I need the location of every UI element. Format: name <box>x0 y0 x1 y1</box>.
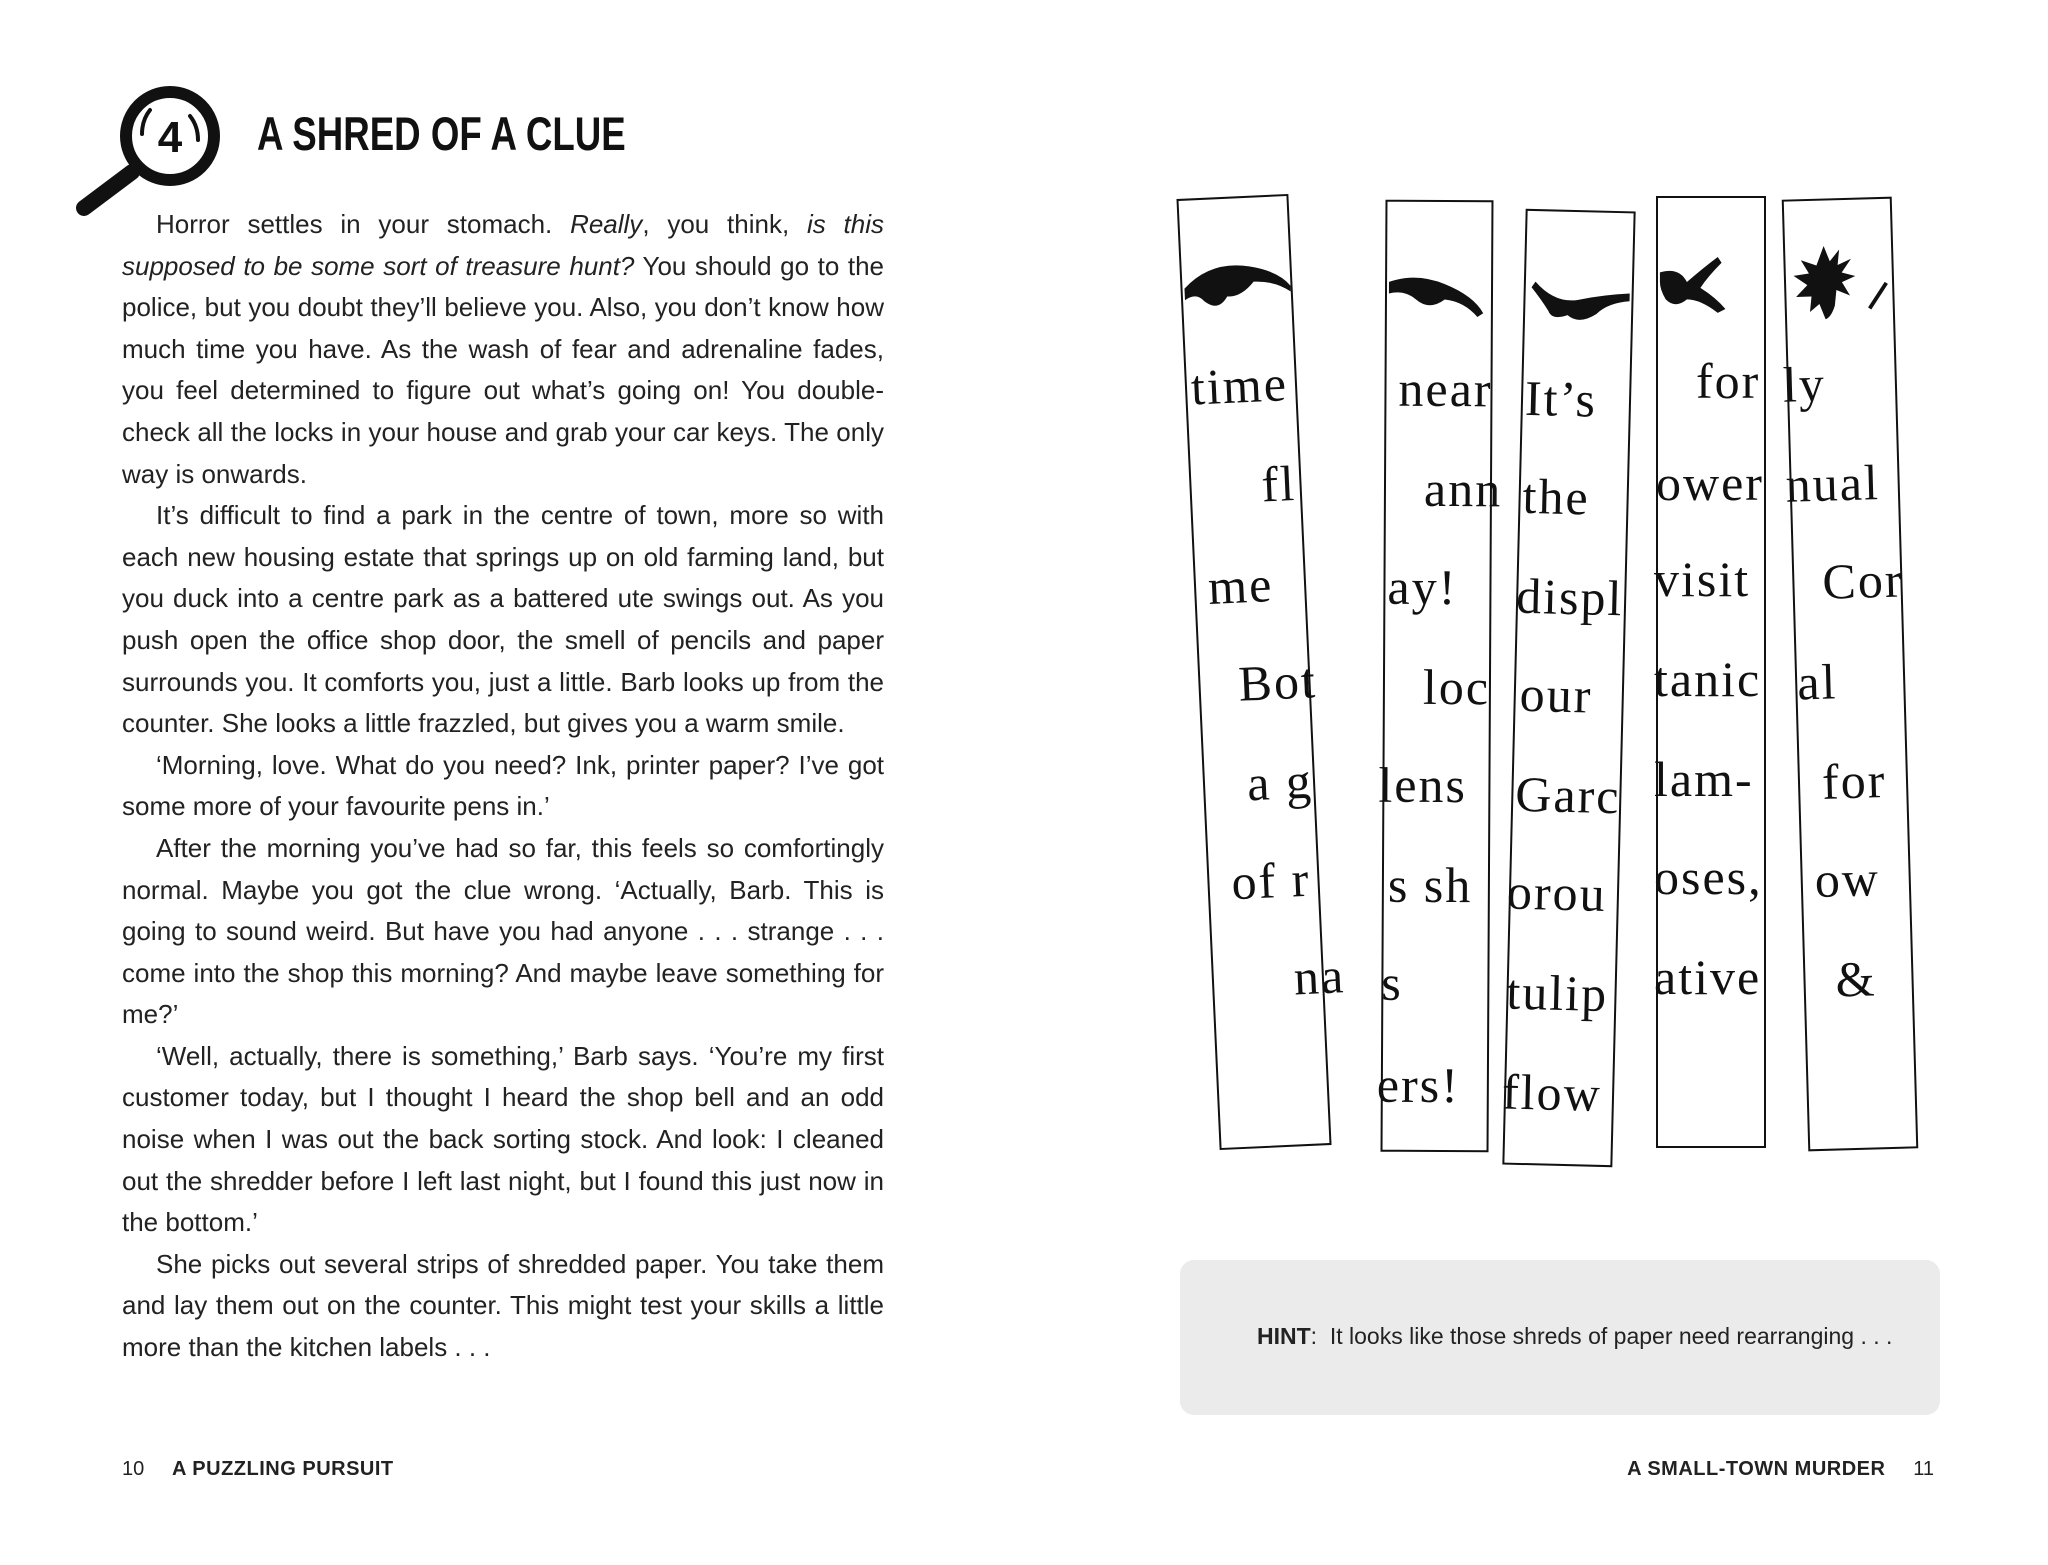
strip-3-line-3: displ <box>1515 567 1625 627</box>
strip-4-line-3: visit <box>1654 551 1751 607</box>
paragraph-2: It’s difficult to find a park in the centre of town, more so with each new housing estate that springs up on old farming land, but you duck into a centre park as a battered ute swings out. As you push open the office shop door, the smell of pencils and paper surrounds you. It comforts you, just a little. Barb looks up from the counter. She looks a little frazzled, but gives you a warm smile. <box>122 500 884 739</box>
strip-2-line-5: lens <box>1378 756 1468 814</box>
strip-2-line-1: near <box>1398 360 1493 418</box>
strip-2-line-8: ers! <box>1376 1056 1460 1114</box>
page-number-left: 10 <box>122 1458 145 1480</box>
chapter-number: 4 <box>157 113 183 162</box>
footer-left <box>122 1458 394 1481</box>
strip-3-line-6: orou <box>1506 863 1608 922</box>
strip-2-line-4: loc <box>1422 658 1491 716</box>
footer-right <box>1627 1458 1934 1481</box>
paper-strip-5 <box>1782 197 1919 1152</box>
ornament-fragment-1 <box>1180 236 1292 331</box>
paper-strip-3 <box>1502 209 1635 1167</box>
strip-5-line-5: for <box>1821 752 1888 810</box>
story-text <box>122 204 884 1369</box>
paper-strip-1 <box>1176 194 1347 1150</box>
strip-1-line-3: me <box>1206 556 1275 615</box>
strip-5-line-2: nual <box>1784 454 1881 513</box>
strip-1-line-4: Bot <box>1237 652 1318 712</box>
strip-1-line-2: fl <box>1260 454 1298 513</box>
strip-4-line-4: tanic <box>1654 651 1762 707</box>
strip-4-line-1: for <box>1696 353 1761 409</box>
strip-3-line-8: flow <box>1501 1063 1603 1122</box>
magnifying-glass-icon <box>70 80 230 220</box>
strip-5-line-1: ly <box>1782 355 1827 413</box>
strip-1-line-5: a g <box>1245 752 1314 812</box>
strip-2-line-7: s <box>1381 954 1404 1011</box>
strip-4-line-7: ative <box>1654 949 1762 1005</box>
strip-4-line-6: oses, <box>1654 849 1763 905</box>
strip-3-line-7: tulip <box>1505 963 1609 1023</box>
strip-3-line-4: our <box>1519 665 1594 724</box>
strip-1-line-1: time <box>1189 355 1290 416</box>
strip-3-line-2: the <box>1521 467 1591 526</box>
strip-1-line-7: na <box>1292 947 1347 1006</box>
strip-3-line-1: It’s <box>1524 369 1598 428</box>
ornament-fragment-3 <box>1524 251 1632 344</box>
strip-5-line-6: ow <box>1813 850 1881 909</box>
strip-4-line-2: ower <box>1656 455 1764 511</box>
strip-5-line-4: al <box>1796 653 1839 711</box>
paragraph-5: ‘Well, actually, there is something,’ Barb says. ‘You’re my first customer today, but I thought I heard the shop bell and an odd noise when I was out the back sorting stock. And look: I cleaned out the shredder before I left last night, but I found this just now in the bottom.’ <box>122 1040 884 1238</box>
strip-2-line-3: ay! <box>1387 558 1458 616</box>
strip-5-line-3: Cor <box>1821 551 1905 610</box>
paragraph-1: Horror settles in your stomach. Really, you think, is this supposed to be some sort of treasure hunt? You should go to the police, but you doubt they’ll believe you. Also, you don’t know how much time you have. As the wash of fear and adrenaline fades, you feel determined to figure out what’s going on! You double-check all the locks in your house and grab your car keys. The only way is onwards. <box>122 209 884 489</box>
chapter-title: A SHRED OF A CLUE <box>257 107 626 160</box>
hint-message: It looks like those shreds of paper need rearranging . . . <box>1329 1323 1893 1349</box>
strip-2-line-6: s sh <box>1387 856 1473 914</box>
paragraph-3: ‘Morning, love. What do you need? Ink, printer paper? I’ve got some more of your favourite pens in.’ <box>122 749 884 822</box>
strip-1-line-6: of r <box>1230 850 1312 911</box>
book-title: A PUZZLING PURSUIT <box>172 1458 394 1480</box>
ornament-fragment-2 <box>1387 242 1491 333</box>
strip-3-line-5: Garc <box>1514 765 1622 825</box>
page-number-right: 11 <box>1913 1458 1934 1480</box>
ornament-fragment-4 <box>1658 238 1764 328</box>
hint-label: HINT <box>1257 1323 1311 1349</box>
paragraph-6: She picks out several strips of shredded paper. You take them and lay them out on the counter. This might test your skills a little more than the kitchen labels . . . <box>122 1248 884 1363</box>
paragraph-4: After the morning you’ve had so far, this feels so comfortingly normal. Maybe you got the clue wrong. ‘Actually, Barb. This is going to sound weird. But have you had anyone . . . strange . . . come into the shop this morning? And maybe leave something for me?’ <box>122 832 884 1030</box>
paper-strip-4 <box>1656 196 1766 1148</box>
strip-4-line-5: lam- <box>1654 751 1754 807</box>
hint-text: HINT: It looks like those shreds of paper need rearranging . . . <box>1257 1323 1893 1349</box>
paper-strip-2 <box>1376 200 1503 1153</box>
section-title: A SMALL-TOWN MURDER <box>1627 1458 1886 1480</box>
strip-2-line-2: ann <box>1423 460 1503 518</box>
ornament-fragment-5 <box>1785 239 1893 332</box>
strip-5-line-7: & <box>1834 950 1878 1008</box>
